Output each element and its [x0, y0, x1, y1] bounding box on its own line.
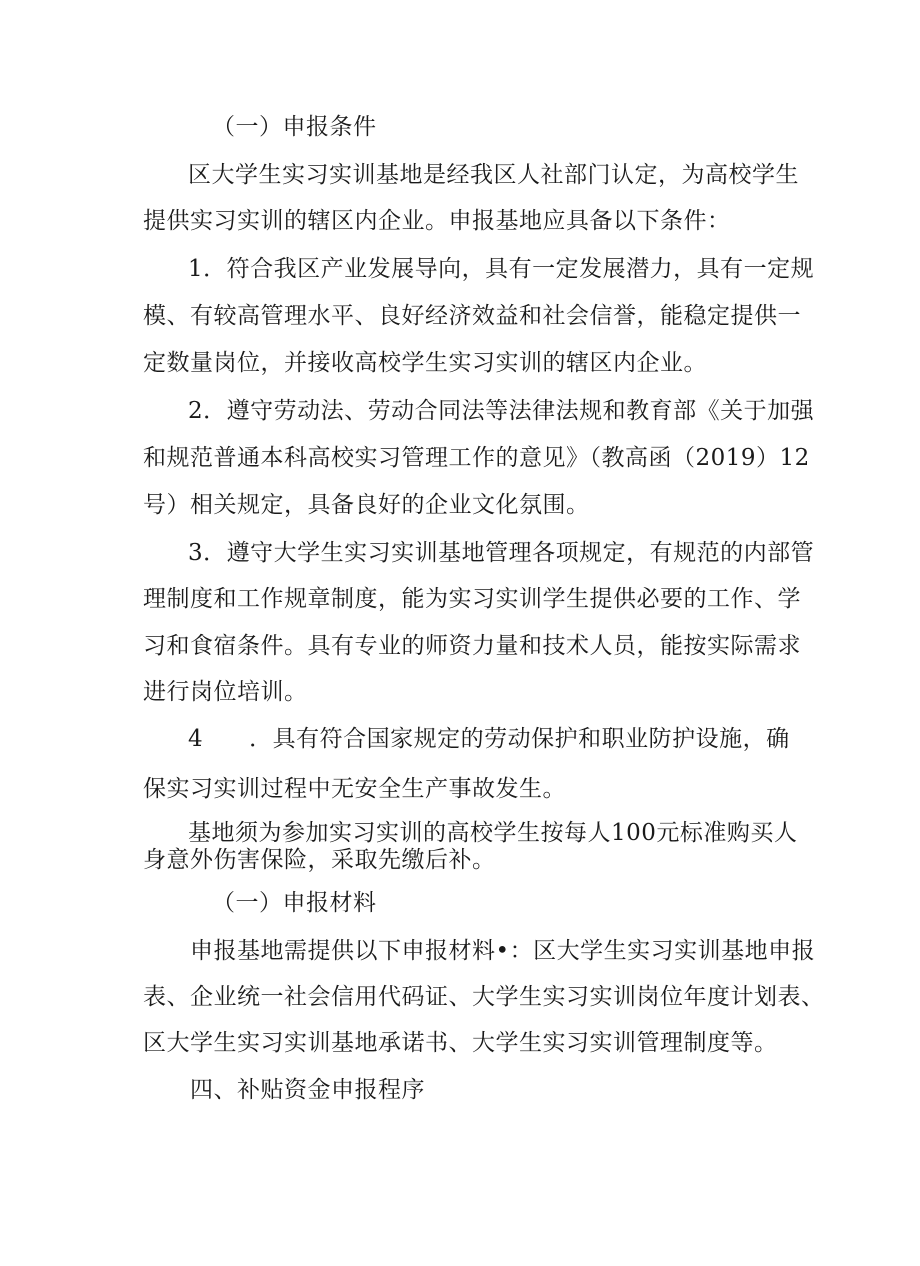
section-heading-application-materials: （一）申报材料 [212, 890, 377, 916]
paragraph-line: 提供实习实训的辖区内企业。申报基地应具备以下条件： [143, 208, 731, 234]
section-heading-application-conditions: （一）申报条件 [212, 114, 377, 140]
list-item-1-line: 定数量岗位，并接收高校学生实习实训的辖区内企业。 [143, 350, 707, 376]
paragraph-line: 基地须为参加实习实训的高校学生按每人100元标准购买人 [188, 820, 798, 846]
list-item-3-line: 进行岗位培训。 [143, 679, 308, 705]
section-heading-subsidy-procedure: 四、补贴资金申报程序 [190, 1077, 425, 1103]
paragraph-line: 表、企业统一社会信用代码证、大学生实习实训岗位年度计划表、 [143, 984, 825, 1010]
list-item-4-number: 4 [188, 726, 204, 752]
list-item-2-line: 2．遵守劳动法、劳动合同法等法律法规和教育部《关于加强 [188, 398, 815, 424]
list-item-1-line: 1．符合我区产业发展导向，具有一定发展潜力，具有一定规 [188, 256, 815, 282]
list-item-4-text: ．具有符合国家规定的劳动保护和职业防护设施，确 [249, 726, 790, 752]
paragraph-line: 身意外伤害保险，采取先缴后补。 [143, 847, 496, 873]
list-item-3-line: 理制度和工作规章制度，能为实习实训学生提供必要的工作、学 [143, 586, 801, 612]
paragraph-line: 申报基地需提供以下申报材料•：区大学生实习实训基地申报 [190, 938, 816, 964]
paragraph-line: 区大学生实习实训基地是经我区人社部门认定，为高校学生 [188, 162, 799, 188]
list-item-4-line: 保实习实训过程中无安全生产事故发生。 [143, 776, 566, 802]
list-item-1-line: 模、有较高管理水平、良好经济效益和社会信誉，能稳定提供一 [143, 303, 801, 329]
list-item-3-line: 习和食宿条件。具有专业的师资力量和技术人员，能按实际需求 [143, 633, 801, 659]
list-item-4-line [188, 724, 790, 754]
paragraph-line: 区大学生实习实训基地承诺书、大学生实习实训管理制度等。 [143, 1030, 778, 1056]
list-item-2-line: 和规范普通本科高校实习管理工作的意见》（教高函（2019）12 [143, 445, 810, 471]
list-item-2-line: 号）相关规定，具备良好的企业文化氛围。 [143, 492, 590, 518]
list-item-3-line: 3．遵守大学生实习实训基地管理各项规定，有规范的内部管 [188, 540, 815, 566]
